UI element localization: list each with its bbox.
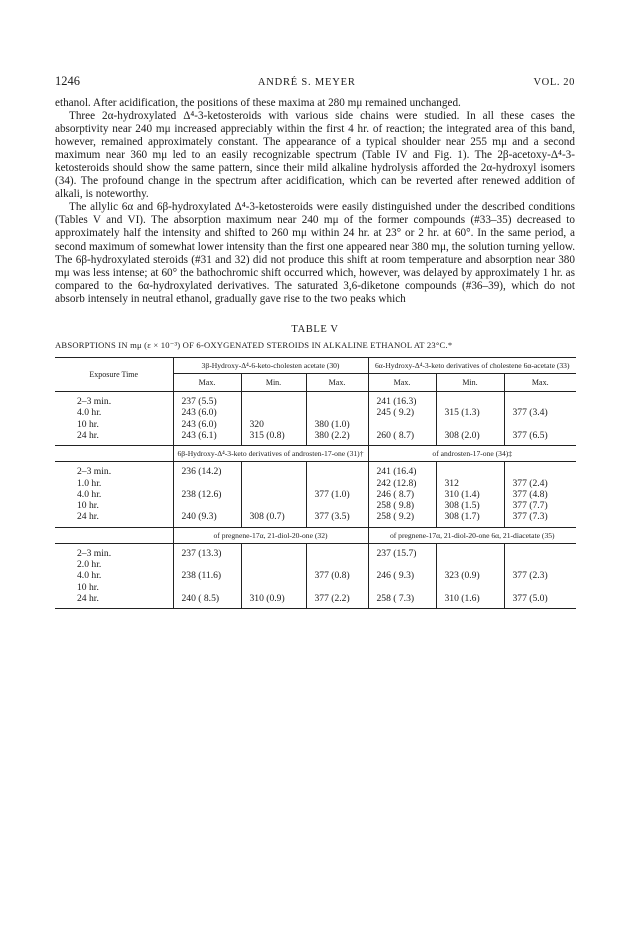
table-row [55,559,576,570]
section-header-right: of pregnene-17α, 21-diol-20-one 6α, 21-diacetate (35) [368,527,576,543]
table-cell: 323 (0.9) [436,570,504,581]
table-cell: 310 (1.6) [436,593,504,604]
table-cell [241,396,306,407]
section-header-left: of pregnene-17α, 21-diol-20-one (32) [173,527,368,543]
table-cell [368,604,436,609]
table-cell: 242 (12.8) [368,478,436,489]
table-cell: 2–3 min. [77,547,112,559]
table-row [55,419,576,430]
table-cell [173,500,241,511]
table-cell: 237 (13.3) [173,548,241,559]
table-cell: 241 (16.3) [368,396,436,407]
running-author: ANDRÉ S. MEYER [257,77,356,88]
table-cell: 2.0 hr. [77,559,102,571]
body-text [55,97,575,306]
section-header-right: 6α-Hydroxy-Δ⁴-3-keto derivatives of cholestene 6α-acetate (33) [368,357,576,373]
table-cell: 377 (1.0) [306,489,368,500]
table-cell: 24 hr. [77,429,99,441]
column-label: Max. [306,373,368,391]
table-cell: 243 (6.1) [173,430,241,441]
table-cell: 310 (0.9) [241,593,306,604]
table-row [55,466,576,477]
table-cell [306,548,368,559]
table-cell: 377 (3.5) [306,511,368,522]
table-cell: 4.0 hr. [77,407,102,419]
table-cell [306,478,368,489]
table-cell [241,407,306,418]
section-header-left: 6β-Hydroxy-Δ⁴-3-keto derivatives of androsten-17-one (31)† [173,446,368,462]
table-cell: 246 ( 9.3) [368,570,436,581]
section-header-left: 3β-Hydroxy-Δ⁴-6-keto-cholesten acetate (30) [173,357,368,373]
table-cell [504,548,576,559]
table-row [55,548,576,559]
table-row [55,570,576,581]
data-table [55,357,576,609]
table-cell [504,396,576,407]
table-cell: 24 hr. [77,511,99,523]
table-cell: 380 (1.0) [306,419,368,430]
table-row [55,489,576,500]
table-cell [55,446,173,462]
table-cell [241,548,306,559]
table-cell: 237 (15.7) [368,548,436,559]
column-label: Max. [368,373,436,391]
table-cell: 10 hr. [77,581,99,593]
table-cell [306,559,368,570]
table-cell: 377 (7.3) [504,511,576,522]
table-cell: 4.0 hr. [77,570,102,582]
table-cell [436,466,504,477]
table-cell: 315 (1.3) [436,407,504,418]
table-cell: 4.0 hr. [77,488,102,500]
table-cell [241,500,306,511]
table-cell [436,419,504,430]
volume-label: VOL. 20 [533,77,575,88]
table-cell [306,407,368,418]
paragraph: Three 2α-hydroxylated Δ⁴-3-ketosteroids with various side chains were studied. In all these cases the absorptivity near 240 mμ increased appreciably within the first 4 hr. of reaction; the integrated area of this band, however, remained approximately constant. The appearance of a typical shoulder near 255 mμ and a second maximum near 360 mμ led to an easily recognizable spectrum (Table IV and Fig. 1). The 2β-acetoxy-Δ⁴-3-ketosteroids should show the same pattern, since their mild alkaline hydrolysis afforded the 2α-hydroxyl isomers (34). The profound change in the spectrum after acidification, which can be reverted after renewed addition of alkali, is noteworthy. [55,110,575,201]
table-cell: 377 (0.8) [306,570,368,581]
table-cell [436,548,504,559]
table-cell [241,478,306,489]
table-cell: 24 hr. [77,592,99,604]
page-number: 1246 [55,74,80,88]
table-cell: 377 (5.0) [504,593,576,604]
table-cell [173,478,241,489]
table-row [55,407,576,418]
paragraph: The allylic 6α and 6β-hydroxylated Δ⁴-3-ketosteroids were easily distinguished under the described conditions (Tables V and VI). The absorption maximum near 240 mμ of the former compounds (#33–35) decreased to approximately half the intensity and shifted to 260 mμ within 24 hr. at 23° or 2 hr. at 60°. In the same period, a second maximum of somewhat lower intensity than the first one appeared near 380 mμ, the solution turning yellow. The 6β-hydroxylated steroids (#31 and 32) did not produce this shift at room temperature and absorption near 380 mμ was less intense; at 60° the bathochromic shift occurred which, however, was delayed by approximately 1 hr. as compared to the 6α-hydroxylated derivatives. The saturated 3,6-diketone compounds (#36–39), which do not absorb intensely in neutral ethanol, gradually gave rise to the two peaks which [55,201,575,305]
table-cell [368,419,436,430]
table-cell: 10 hr. [77,418,99,430]
table-cell: 377 (2.2) [306,593,368,604]
table-cell: 308 (1.7) [436,511,504,522]
table-cell [241,489,306,500]
table-cell: 380 (2.2) [306,430,368,441]
table-cell: 377 (2.3) [504,570,576,581]
table-cell: 245 ( 9.2) [368,407,436,418]
table-cell [241,582,306,593]
table-row [55,478,576,489]
table-cell [55,604,173,609]
table-cell [173,582,241,593]
table-cell: 308 (0.7) [241,511,306,522]
table-cell [504,604,576,609]
table-cell [241,559,306,570]
column-label: Max. [504,373,576,391]
table-cell [306,604,368,609]
table-cell: 377 (6.5) [504,430,576,441]
table-cell: 377 (7.7) [504,500,576,511]
table-cell: 320 [241,419,306,430]
table-cell [241,604,306,609]
table-cell [436,559,504,570]
table-caption: ABSORPTIONS IN mμ (ε × 10⁻³) OF 6-OXYGENATED STEROIDS IN ALKALINE ETHANOL AT 23°C.* [55,339,453,350]
table-cell: 238 (11.6) [173,570,241,581]
table-row [55,430,576,441]
column-label: Min. [436,373,504,391]
table-cell: 258 ( 9.8) [368,500,436,511]
table-cell [241,570,306,581]
table-cell: 260 ( 8.7) [368,430,436,441]
table-row [55,582,576,593]
column-label: Max. [173,373,241,391]
table-cell: 2–3 min. [77,396,112,408]
table-row [55,396,576,407]
table-cell [306,466,368,477]
table-cell [436,604,504,609]
table-cell: 308 (1.5) [436,500,504,511]
table-row [55,511,576,522]
table-row [55,593,576,604]
table-cell [55,527,173,543]
table-cell [306,396,368,407]
table-cell [306,500,368,511]
table-cell: 236 (14.2) [173,466,241,477]
table-cell: 308 (2.0) [436,430,504,441]
table-cell [306,582,368,593]
table-cell: 312 [436,478,504,489]
table-cell: 1.0 hr. [77,477,102,489]
table-cell [504,559,576,570]
running-header [55,74,575,96]
table-cell: 10 hr. [77,500,99,512]
column-label: Min. [241,373,306,391]
table-cell [368,582,436,593]
table-cell: 237 (5.5) [173,396,241,407]
table-cell: 243 (6.0) [173,407,241,418]
table-cell [368,559,436,570]
table-cell [173,559,241,570]
table-cell: 315 (0.8) [241,430,306,441]
journal-page [55,74,575,609]
table-cell: 258 ( 7.3) [368,593,436,604]
table-cell: 241 (16.4) [368,466,436,477]
table-cell: 258 ( 9.2) [368,511,436,522]
table-cell [504,582,576,593]
table-cell [173,604,241,609]
table-cell: 310 (1.4) [436,489,504,500]
table-cell [436,396,504,407]
table-cell: 243 (6.0) [173,419,241,430]
table-cell: 240 ( 8.5) [173,593,241,604]
table-cell [504,466,576,477]
table-row [55,500,576,511]
section-header-right: of androsten-17-one (34)‡ [368,446,576,462]
table-cell: 2–3 min. [77,466,112,478]
table-cell: 377 (2.4) [504,478,576,489]
exposure-time-header: Exposure Time [89,369,139,379]
table-cell: 377 (4.8) [504,489,576,500]
paragraph: ethanol. After acidification, the positions of these maxima at 280 mμ remained unchanged. [55,97,461,109]
table-cell [504,419,576,430]
table-cell: 238 (12.6) [173,489,241,500]
table-cell: 246 ( 8.7) [368,489,436,500]
table-cell: 240 (9.3) [173,511,241,522]
table-cell [436,582,504,593]
table-title: TABLE V [291,323,339,335]
table-cell: 377 (3.4) [504,407,576,418]
table-cell [241,466,306,477]
